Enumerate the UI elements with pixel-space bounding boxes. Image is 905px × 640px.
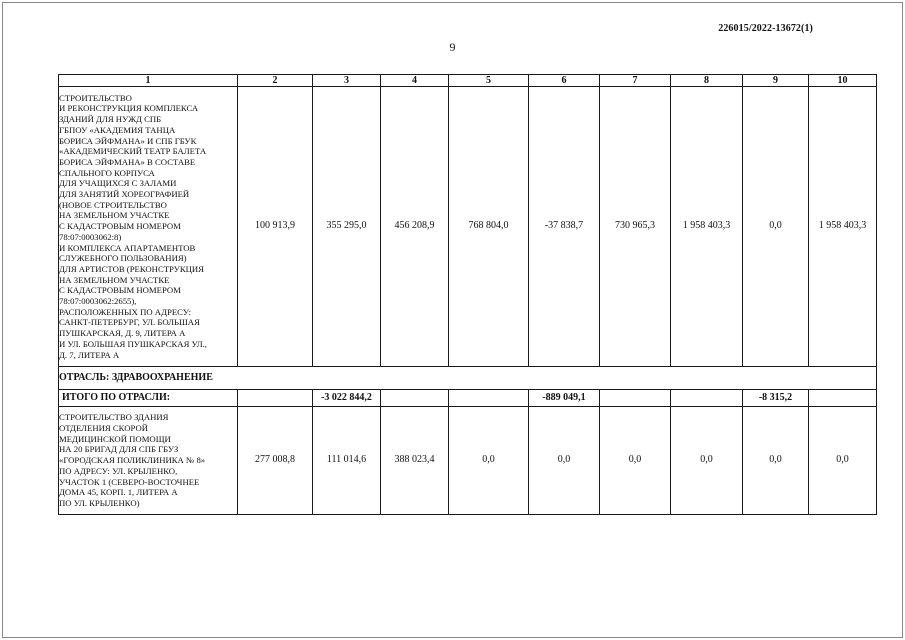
- column-header: 6: [529, 75, 600, 87]
- value-cell: 1 958 403,3: [671, 87, 743, 367]
- column-header: 8: [671, 75, 743, 87]
- column-header: 3: [313, 75, 381, 87]
- column-header: 7: [600, 75, 671, 87]
- object-name-line: МЕДИЦИНСКОЙ ПОМОЩИ: [59, 433, 171, 444]
- value-cell: 768 804,0: [449, 87, 529, 367]
- value-cell: 0,0: [600, 407, 671, 515]
- object-name-line: И РЕКОНСТРУКЦИЯ КОМПЛЕКСА: [59, 103, 199, 114]
- value-cell: 0,0: [671, 407, 743, 515]
- total-value-cell: [809, 390, 877, 407]
- object-name-line: НА 20 БРИГАД ДЛЯ СПБ ГБУЗ: [59, 444, 179, 455]
- value-cell: 277 008,8: [238, 407, 313, 515]
- object-name-line: «ГОРОДСКАЯ ПОЛИКЛИНИКА № 8»: [59, 455, 206, 466]
- value-cell: 0,0: [809, 407, 877, 515]
- total-value-cell: -889 049,1: [529, 390, 600, 407]
- value-cell: 1 958 403,3: [809, 87, 877, 367]
- object-name-line: БОРИСА ЭЙФМАНА» В СОСТАВЕ: [59, 156, 196, 167]
- object-name-line: ПУШКАРСКАЯ, Д. 9, ЛИТЕРА А: [59, 328, 186, 339]
- value-cell: 730 965,3: [600, 87, 671, 367]
- object-name-line: ДЛЯ УЧАЩИХСЯ С ЗАЛАМИ: [59, 178, 177, 189]
- object-name-line: ОТДЕЛЕНИЯ СКОРОЙ: [59, 423, 148, 434]
- table-row: [59, 87, 877, 367]
- column-header: 9: [743, 75, 809, 87]
- object-name-line: ПО АДРЕСУ: УЛ. КРЫЛЕНКО,: [59, 465, 178, 476]
- object-name-line: БОРИСА ЭЙФМАНА» И СПБ ГБУК: [59, 135, 197, 146]
- table-row: [59, 407, 877, 515]
- header-row: [59, 75, 877, 87]
- object-name-line: ЗДАНИЙ ДЛЯ НУЖД СПБ: [59, 114, 162, 125]
- section-row: [59, 367, 877, 390]
- object-name-line: ДОМА 45, КОРП. 1, ЛИТЕРА А: [59, 487, 178, 498]
- total-value-cell: [381, 390, 449, 407]
- total-value-cell: [600, 390, 671, 407]
- object-name-line: Д. 7, ЛИТЕРА А: [59, 349, 120, 360]
- object-name-line: «АКАДЕМИЧЕСКИЙ ТЕАТР БАЛЕТА: [59, 146, 207, 157]
- object-name-line: ПО УЛ. КРЫЛЕНКО): [59, 497, 140, 508]
- budget-table: [58, 74, 877, 515]
- column-header: 5: [449, 75, 529, 87]
- object-name-cell: [59, 407, 238, 515]
- object-name-line: 78:07:0003062:2655),: [59, 296, 137, 307]
- total-value-cell: [449, 390, 529, 407]
- value-cell: 111 014,6: [313, 407, 381, 515]
- value-cell: 355 295,0: [313, 87, 381, 367]
- object-name-line: НА ЗЕМЕЛЬНОМ УЧАСТКЕ: [59, 210, 170, 221]
- total-row: [59, 390, 877, 407]
- object-name-line: СПАЛЬНОГО КОРПУСА: [59, 167, 155, 178]
- object-name-line: И КОМПЛЕКСА АПАРТАМЕНТОВ: [59, 242, 196, 253]
- value-cell: 388 023,4: [381, 407, 449, 515]
- value-cell: 456 208,9: [381, 87, 449, 367]
- total-value-cell: -3 022 844,2: [313, 390, 381, 407]
- page-number: 9: [449, 40, 456, 54]
- object-name-cell: [59, 87, 238, 367]
- object-name-line: ДЛЯ ЗАНЯТИЙ ХОРЕОГРАФИЕЙ: [59, 189, 190, 200]
- total-value-cell: -8 315,2: [743, 390, 809, 407]
- object-name-line: (НОВОЕ СТРОИТЕЛЬСТВО: [59, 199, 167, 210]
- column-header: 10: [809, 75, 877, 87]
- value-cell: 0,0: [449, 407, 529, 515]
- column-header: 1: [59, 75, 238, 87]
- value-cell: 100 913,9: [238, 87, 313, 367]
- column-header: 2: [238, 75, 313, 87]
- total-value-cell: [238, 390, 313, 407]
- object-name-line: СЛУЖЕБНОГО ПОЛЬЗОВАНИЯ): [59, 253, 187, 264]
- value-cell: 0,0: [743, 87, 809, 367]
- object-name-line: СТРОИТЕЛЬСТВО: [59, 92, 132, 103]
- object-name-line: 78:07:0003062:8): [59, 231, 122, 242]
- total-label: ИТОГО ПО ОТРАСЛИ:: [59, 390, 238, 407]
- value-cell: 0,0: [529, 407, 600, 515]
- object-name-line: УЧАСТОК 1 (СЕВЕРО-ВОСТОЧНЕЕ: [59, 476, 200, 487]
- document-number: 226015/2022-13672(1): [718, 23, 813, 34]
- column-header: 4: [381, 75, 449, 87]
- object-name-line: И УЛ. БОЛЬШАЯ ПУШКАРСКАЯ УЛ.,: [59, 338, 207, 349]
- object-name-line: С КАДАСТРОВЫМ НОМЕРОМ: [59, 285, 181, 296]
- object-name-line: РАСПОЛОЖЕННЫХ ПО АДРЕСУ:: [59, 306, 192, 317]
- object-name-line: СТРОИТЕЛЬСТВО ЗДАНИЯ: [59, 412, 169, 423]
- object-name-line: САНКТ-ПЕТЕРБУРГ, УЛ. БОЛЬШАЯ: [59, 317, 200, 328]
- section-label: ОТРАСЛЬ: ЗДРАВООХРАНЕНИЕ: [59, 367, 877, 390]
- value-cell: -37 838,7: [529, 87, 600, 367]
- object-name-line: С КАДАСТРОВЫМ НОМЕРОМ: [59, 221, 181, 232]
- value-cell: 0,0: [743, 407, 809, 515]
- object-name-line: ГБПОУ «АКАДЕМИЯ ТАНЦА: [59, 124, 176, 135]
- object-name-line: ДЛЯ АРТИСТОВ (РЕКОНСТРУКЦИЯ: [59, 263, 204, 274]
- object-name-line: НА ЗЕМЕЛЬНОМ УЧАСТКЕ: [59, 274, 170, 285]
- total-value-cell: [671, 390, 743, 407]
